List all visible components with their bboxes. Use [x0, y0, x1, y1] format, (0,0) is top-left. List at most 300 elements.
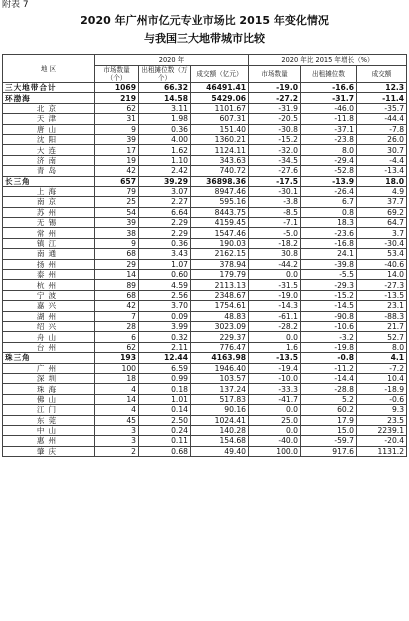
table-title-line1: 2020 年广州市亿元专业市场比 2015 年变化情况 — [80, 14, 329, 27]
region-cell: 珠三角 — [3, 353, 95, 363]
turnover-change-cell: -7.2 — [357, 363, 407, 373]
market-count-change-cell: -30.1 — [249, 186, 301, 196]
turnover-cell: 154.68 — [191, 436, 249, 446]
stall-count-cell: 4.00 — [139, 134, 191, 144]
stall-count-change-cell: -29.3 — [301, 280, 357, 290]
stall-count-change-cell: 60.2 — [301, 405, 357, 415]
turnover-cell: 1024.41 — [191, 415, 249, 425]
stall-count-cell: 2.56 — [139, 290, 191, 300]
turnover-cell: 1946.40 — [191, 363, 249, 373]
header-region: 地 区 — [3, 55, 95, 83]
header-stall-count-change: 出租摊位数 — [301, 66, 357, 83]
market-count-change-cell: -10.0 — [249, 373, 301, 383]
turnover-change-cell: -88.3 — [357, 311, 407, 321]
turnover-cell: 8443.75 — [191, 207, 249, 217]
turnover-change-cell: 8.0 — [357, 342, 407, 352]
stall-count-cell: 0.60 — [139, 270, 191, 280]
stall-count-cell: 4.59 — [139, 280, 191, 290]
table-row — [3, 363, 407, 373]
table-row — [3, 415, 407, 425]
turnover-change-cell: -44.4 — [357, 114, 407, 124]
stall-count-cell: 2.42 — [139, 166, 191, 176]
stall-count-change-cell: -59.7 — [301, 436, 357, 446]
market-count-cell: 4 — [95, 405, 139, 415]
stall-count-cell: 0.14 — [139, 405, 191, 415]
turnover-change-cell: 30.7 — [357, 145, 407, 155]
turnover-cell: 2162.15 — [191, 249, 249, 259]
region-cell: 宁波 — [3, 290, 95, 300]
region-cell: 江门 — [3, 405, 95, 415]
stall-count-cell: 2.50 — [139, 415, 191, 425]
turnover-change-cell: -30.4 — [357, 238, 407, 248]
stall-count-cell: 0.99 — [139, 373, 191, 383]
table-title-line2: 与我国三大地带城市比较 — [144, 32, 265, 45]
turnover-cell: 190.03 — [191, 238, 249, 248]
stall-count-cell: 2.29 — [139, 218, 191, 228]
region-cell: 佛山 — [3, 394, 95, 404]
stall-count-change-cell: -16.6 — [301, 83, 357, 93]
stall-count-cell: 14.58 — [139, 93, 191, 103]
market-count-cell: 7 — [95, 311, 139, 321]
market-count-cell: 68 — [95, 290, 139, 300]
turnover-change-cell: 1131.2 — [357, 446, 407, 456]
stall-count-cell: 66.32 — [139, 83, 191, 93]
turnover-cell: 4163.98 — [191, 353, 249, 363]
region-cell: 沈阳 — [3, 134, 95, 144]
region-cell: 三大地带合计 — [3, 83, 95, 93]
region-cell: 东莞 — [3, 415, 95, 425]
stall-count-change-cell: -10.6 — [301, 321, 357, 331]
stall-count-change-cell: 6.7 — [301, 197, 357, 207]
market-count-change-cell: 0.0 — [249, 332, 301, 342]
stall-count-cell: 1.01 — [139, 394, 191, 404]
market-count-change-cell: -33.3 — [249, 384, 301, 394]
turnover-change-cell: 23.1 — [357, 301, 407, 311]
table-row — [3, 207, 407, 217]
turnover-cell: 103.57 — [191, 373, 249, 383]
table-row — [3, 238, 407, 248]
turnover-change-cell: 9.3 — [357, 405, 407, 415]
market-count-cell: 62 — [95, 103, 139, 113]
table-row — [3, 259, 407, 269]
market-count-cell: 39 — [95, 218, 139, 228]
turnover-change-cell: 3.7 — [357, 228, 407, 238]
turnover-change-cell: -13.5 — [357, 290, 407, 300]
turnover-cell: 140.28 — [191, 425, 249, 435]
turnover-cell: 179.79 — [191, 270, 249, 280]
region-cell: 环渤海 — [3, 93, 95, 103]
market-count-cell: 17 — [95, 145, 139, 155]
table-row — [3, 270, 407, 280]
region-cell: 苏州 — [3, 207, 95, 217]
market-count-change-cell: -30.8 — [249, 124, 301, 134]
turnover-cell: 1101.67 — [191, 103, 249, 113]
turnover-change-cell: 52.7 — [357, 332, 407, 342]
region-cell: 肇庆 — [3, 446, 95, 456]
turnover-change-cell: -40.6 — [357, 259, 407, 269]
turnover-cell: 5429.06 — [191, 93, 249, 103]
market-count-change-cell: 25.0 — [249, 415, 301, 425]
stall-count-cell: 1.07 — [139, 259, 191, 269]
turnover-change-cell: 26.0 — [357, 134, 407, 144]
table-row — [3, 405, 407, 415]
market-count-change-cell: 0.0 — [249, 270, 301, 280]
stall-count-cell: 2.11 — [139, 342, 191, 352]
region-cell: 天津 — [3, 114, 95, 124]
stall-count-cell: 3.11 — [139, 103, 191, 113]
turnover-cell: 1754.61 — [191, 301, 249, 311]
market-count-cell: 89 — [95, 280, 139, 290]
turnover-cell: 595.16 — [191, 197, 249, 207]
table-row — [3, 384, 407, 394]
stall-count-change-cell: -23.8 — [301, 134, 357, 144]
turnover-cell: 36898.36 — [191, 176, 249, 186]
region-cell: 上海 — [3, 186, 95, 196]
region-cell: 长三角 — [3, 176, 95, 186]
turnover-cell: 517.83 — [191, 394, 249, 404]
market-count-cell: 28 — [95, 321, 139, 331]
region-cell: 台州 — [3, 342, 95, 352]
turnover-cell: 343.63 — [191, 155, 249, 165]
table-row — [3, 332, 407, 342]
stall-count-cell: 3.43 — [139, 249, 191, 259]
data-table — [2, 54, 407, 457]
stall-count-change-cell: -16.8 — [301, 238, 357, 248]
turnover-cell: 49.40 — [191, 446, 249, 456]
market-count-cell: 100 — [95, 363, 139, 373]
region-cell: 大连 — [3, 145, 95, 155]
stall-count-cell: 0.18 — [139, 384, 191, 394]
turnover-cell: 90.16 — [191, 405, 249, 415]
market-count-cell: 2 — [95, 446, 139, 456]
stall-count-change-cell: 0.8 — [301, 207, 357, 217]
stall-count-change-cell: -37.1 — [301, 124, 357, 134]
market-count-cell: 25 — [95, 197, 139, 207]
turnover-cell: 4159.45 — [191, 218, 249, 228]
stall-count-change-cell: 8.0 — [301, 145, 357, 155]
header-market-count: 市场数量（个） — [95, 66, 139, 83]
stall-count-change-cell: -23.6 — [301, 228, 357, 238]
market-count-cell: 45 — [95, 415, 139, 425]
market-count-change-cell: -15.2 — [249, 134, 301, 144]
table-row — [3, 394, 407, 404]
region-cell: 嘉兴 — [3, 301, 95, 311]
turnover-change-cell: 4.9 — [357, 186, 407, 196]
region-cell: 常州 — [3, 228, 95, 238]
market-count-cell: 18 — [95, 373, 139, 383]
turnover-change-cell: 18.0 — [357, 176, 407, 186]
market-count-cell: 9 — [95, 124, 139, 134]
market-count-change-cell: -27.6 — [249, 166, 301, 176]
stall-count-cell: 3.70 — [139, 301, 191, 311]
stall-count-change-cell: -14.4 — [301, 373, 357, 383]
market-count-cell: 657 — [95, 176, 139, 186]
market-count-change-cell: -34.5 — [249, 155, 301, 165]
table-row — [3, 103, 407, 113]
stall-count-change-cell: -11.2 — [301, 363, 357, 373]
table-row — [3, 321, 407, 331]
stall-count-cell: 2.29 — [139, 228, 191, 238]
market-count-change-cell: -5.0 — [249, 228, 301, 238]
stall-count-change-cell: -0.8 — [301, 353, 357, 363]
turnover-change-cell: -4.4 — [357, 155, 407, 165]
stall-count-cell: 6.64 — [139, 207, 191, 217]
market-count-change-cell: -40.0 — [249, 436, 301, 446]
turnover-cell: 46491.41 — [191, 83, 249, 93]
table-row-group — [3, 93, 407, 103]
market-count-cell: 42 — [95, 301, 139, 311]
market-count-cell: 29 — [95, 259, 139, 269]
stall-count-cell: 3.07 — [139, 186, 191, 196]
stall-count-change-cell: -52.8 — [301, 166, 357, 176]
region-cell: 青岛 — [3, 166, 95, 176]
table-row — [3, 197, 407, 207]
turnover-change-cell: -35.7 — [357, 103, 407, 113]
table-row — [3, 124, 407, 134]
table-row — [3, 228, 407, 238]
market-count-change-cell: -13.5 — [249, 353, 301, 363]
table-row — [3, 145, 407, 155]
stall-count-cell: 0.36 — [139, 124, 191, 134]
market-count-cell: 42 — [95, 166, 139, 176]
market-count-cell: 3 — [95, 436, 139, 446]
market-count-change-cell: 1.6 — [249, 342, 301, 352]
market-count-change-cell: -32.0 — [249, 145, 301, 155]
turnover-change-cell: -13.4 — [357, 166, 407, 176]
table-row — [3, 280, 407, 290]
market-count-change-cell: -31.5 — [249, 280, 301, 290]
stall-count-cell: 1.98 — [139, 114, 191, 124]
stall-count-change-cell: 5.2 — [301, 394, 357, 404]
market-count-change-cell: 30.8 — [249, 249, 301, 259]
market-count-cell: 79 — [95, 186, 139, 196]
stall-count-cell: 2.27 — [139, 197, 191, 207]
turnover-cell: 1547.46 — [191, 228, 249, 238]
market-count-change-cell: -17.5 — [249, 176, 301, 186]
turnover-change-cell: -7.8 — [357, 124, 407, 134]
turnover-change-cell: -20.4 — [357, 436, 407, 446]
stall-count-change-cell: -26.4 — [301, 186, 357, 196]
region-cell: 镇江 — [3, 238, 95, 248]
stall-count-change-cell: -39.8 — [301, 259, 357, 269]
region-cell: 南京 — [3, 197, 95, 207]
turnover-cell: 1360.21 — [191, 134, 249, 144]
market-count-cell: 68 — [95, 249, 139, 259]
market-count-change-cell: -19.0 — [249, 290, 301, 300]
turnover-change-cell: 23.5 — [357, 415, 407, 425]
turnover-cell: 378.94 — [191, 259, 249, 269]
stall-count-change-cell: -46.0 — [301, 103, 357, 113]
stall-count-change-cell: -14.5 — [301, 301, 357, 311]
turnover-cell: 2113.13 — [191, 280, 249, 290]
market-count-change-cell: -7.1 — [249, 218, 301, 228]
annex-label: 附表 7 — [2, 0, 29, 10]
stall-count-change-cell: 15.0 — [301, 425, 357, 435]
turnover-change-cell: -11.4 — [357, 93, 407, 103]
header-market-count-change: 市场数量 — [249, 66, 301, 83]
table-row-group — [3, 83, 407, 93]
table-row — [3, 301, 407, 311]
region-cell: 北京 — [3, 103, 95, 113]
region-cell: 湖州 — [3, 311, 95, 321]
header-turnover: 成交额（亿元） — [191, 66, 249, 83]
table-row — [3, 446, 407, 456]
stall-count-cell: 0.32 — [139, 332, 191, 342]
market-count-cell: 3 — [95, 425, 139, 435]
table-row — [3, 166, 407, 176]
turnover-cell: 8947.46 — [191, 186, 249, 196]
market-count-change-cell: -19.0 — [249, 83, 301, 93]
market-count-cell: 39 — [95, 134, 139, 144]
region-cell: 绍兴 — [3, 321, 95, 331]
market-count-change-cell: -61.1 — [249, 311, 301, 321]
header-stall-count: 出租摊位数（万个） — [139, 66, 191, 83]
market-count-change-cell: 0.0 — [249, 405, 301, 415]
header-row-top — [3, 55, 407, 66]
stall-count-change-cell: -13.9 — [301, 176, 357, 186]
stall-count-cell: 1.62 — [139, 145, 191, 155]
table-row-group — [3, 176, 407, 186]
region-cell: 无锡 — [3, 218, 95, 228]
stall-count-change-cell: 18.3 — [301, 218, 357, 228]
stall-count-change-cell: -15.2 — [301, 290, 357, 300]
market-count-cell: 54 — [95, 207, 139, 217]
turnover-cell: 151.40 — [191, 124, 249, 134]
stall-count-change-cell: -5.5 — [301, 270, 357, 280]
market-count-change-cell: -14.3 — [249, 301, 301, 311]
market-count-change-cell: -27.2 — [249, 93, 301, 103]
region-cell: 广州 — [3, 363, 95, 373]
turnover-cell: 137.24 — [191, 384, 249, 394]
table-row — [3, 425, 407, 435]
turnover-change-cell: 69.2 — [357, 207, 407, 217]
market-count-cell: 31 — [95, 114, 139, 124]
market-count-cell: 4 — [95, 384, 139, 394]
table-row — [3, 155, 407, 165]
stall-count-cell: 6.59 — [139, 363, 191, 373]
turnover-change-cell: 14.0 — [357, 270, 407, 280]
stall-count-change-cell: -19.8 — [301, 342, 357, 352]
table-row — [3, 311, 407, 321]
region-cell: 扬州 — [3, 259, 95, 269]
region-cell: 惠州 — [3, 436, 95, 446]
turnover-change-cell: 37.7 — [357, 197, 407, 207]
stall-count-change-cell: 24.1 — [301, 249, 357, 259]
table-row — [3, 114, 407, 124]
table-body — [3, 83, 407, 457]
region-cell: 杭州 — [3, 280, 95, 290]
market-count-change-cell: -18.2 — [249, 238, 301, 248]
stall-count-cell: 0.09 — [139, 311, 191, 321]
stall-count-change-cell: -3.2 — [301, 332, 357, 342]
market-count-cell: 193 — [95, 353, 139, 363]
stall-count-change-cell: -11.8 — [301, 114, 357, 124]
stall-count-cell: 39.29 — [139, 176, 191, 186]
market-count-cell: 14 — [95, 270, 139, 280]
stall-count-cell: 0.68 — [139, 446, 191, 456]
region-cell: 泰州 — [3, 270, 95, 280]
turnover-change-cell: -18.9 — [357, 384, 407, 394]
region-cell: 珠海 — [3, 384, 95, 394]
turnover-change-cell: 64.7 — [357, 218, 407, 228]
turnover-change-cell: 12.3 — [357, 83, 407, 93]
stall-count-cell: 1.10 — [139, 155, 191, 165]
turnover-cell: 607.31 — [191, 114, 249, 124]
stall-count-cell: 0.11 — [139, 436, 191, 446]
market-count-cell: 219 — [95, 93, 139, 103]
turnover-cell: 2348.67 — [191, 290, 249, 300]
turnover-change-cell: 21.7 — [357, 321, 407, 331]
stall-count-change-cell: -90.8 — [301, 311, 357, 321]
turnover-change-cell: -27.3 — [357, 280, 407, 290]
market-count-cell: 1069 — [95, 83, 139, 93]
region-cell: 南通 — [3, 249, 95, 259]
stall-count-change-cell: -31.7 — [301, 93, 357, 103]
turnover-cell: 48.83 — [191, 311, 249, 321]
turnover-change-cell: 4.1 — [357, 353, 407, 363]
market-count-change-cell: -8.5 — [249, 207, 301, 217]
turnover-change-cell: 10.4 — [357, 373, 407, 383]
stall-count-change-cell: 917.6 — [301, 446, 357, 456]
market-count-change-cell: -31.9 — [249, 103, 301, 113]
stall-count-change-cell: -29.4 — [301, 155, 357, 165]
market-count-cell: 19 — [95, 155, 139, 165]
market-count-change-cell: 0.0 — [249, 425, 301, 435]
market-count-change-cell: -19.4 — [249, 363, 301, 373]
table-row — [3, 342, 407, 352]
turnover-change-cell: -0.6 — [357, 394, 407, 404]
region-cell: 唐山 — [3, 124, 95, 134]
market-count-cell: 38 — [95, 228, 139, 238]
header-year-2020: 2020 年 — [95, 55, 249, 66]
stall-count-cell: 3.99 — [139, 321, 191, 331]
table-row — [3, 186, 407, 196]
market-count-change-cell: -41.7 — [249, 394, 301, 404]
market-count-cell: 14 — [95, 394, 139, 404]
stall-count-cell: 0.24 — [139, 425, 191, 435]
table-row — [3, 134, 407, 144]
market-count-change-cell: -44.2 — [249, 259, 301, 269]
region-cell: 舟山 — [3, 332, 95, 342]
table-row — [3, 373, 407, 383]
stall-count-cell: 0.36 — [139, 238, 191, 248]
region-cell: 中山 — [3, 425, 95, 435]
stall-count-change-cell: -28.8 — [301, 384, 357, 394]
table-row-group — [3, 353, 407, 363]
turnover-change-cell: 53.4 — [357, 249, 407, 259]
header-change: 2020 年比 2015 年增长（%） — [249, 55, 407, 66]
turnover-cell: 1124.11 — [191, 145, 249, 155]
table-row — [3, 249, 407, 259]
table-row — [3, 436, 407, 446]
market-count-change-cell: 100.0 — [249, 446, 301, 456]
market-count-cell: 9 — [95, 238, 139, 248]
market-count-cell: 62 — [95, 342, 139, 352]
turnover-cell: 229.37 — [191, 332, 249, 342]
table-row — [3, 218, 407, 228]
region-cell: 济南 — [3, 155, 95, 165]
turnover-cell: 776.47 — [191, 342, 249, 352]
turnover-cell: 3023.09 — [191, 321, 249, 331]
market-count-change-cell: -28.2 — [249, 321, 301, 331]
header-turnover-change: 成交额 — [357, 66, 407, 83]
table-row — [3, 290, 407, 300]
turnover-change-cell: 2239.1 — [357, 425, 407, 435]
market-count-change-cell: -3.8 — [249, 197, 301, 207]
stall-count-change-cell: 17.9 — [301, 415, 357, 425]
market-count-cell: 6 — [95, 332, 139, 342]
region-cell: 深圳 — [3, 373, 95, 383]
